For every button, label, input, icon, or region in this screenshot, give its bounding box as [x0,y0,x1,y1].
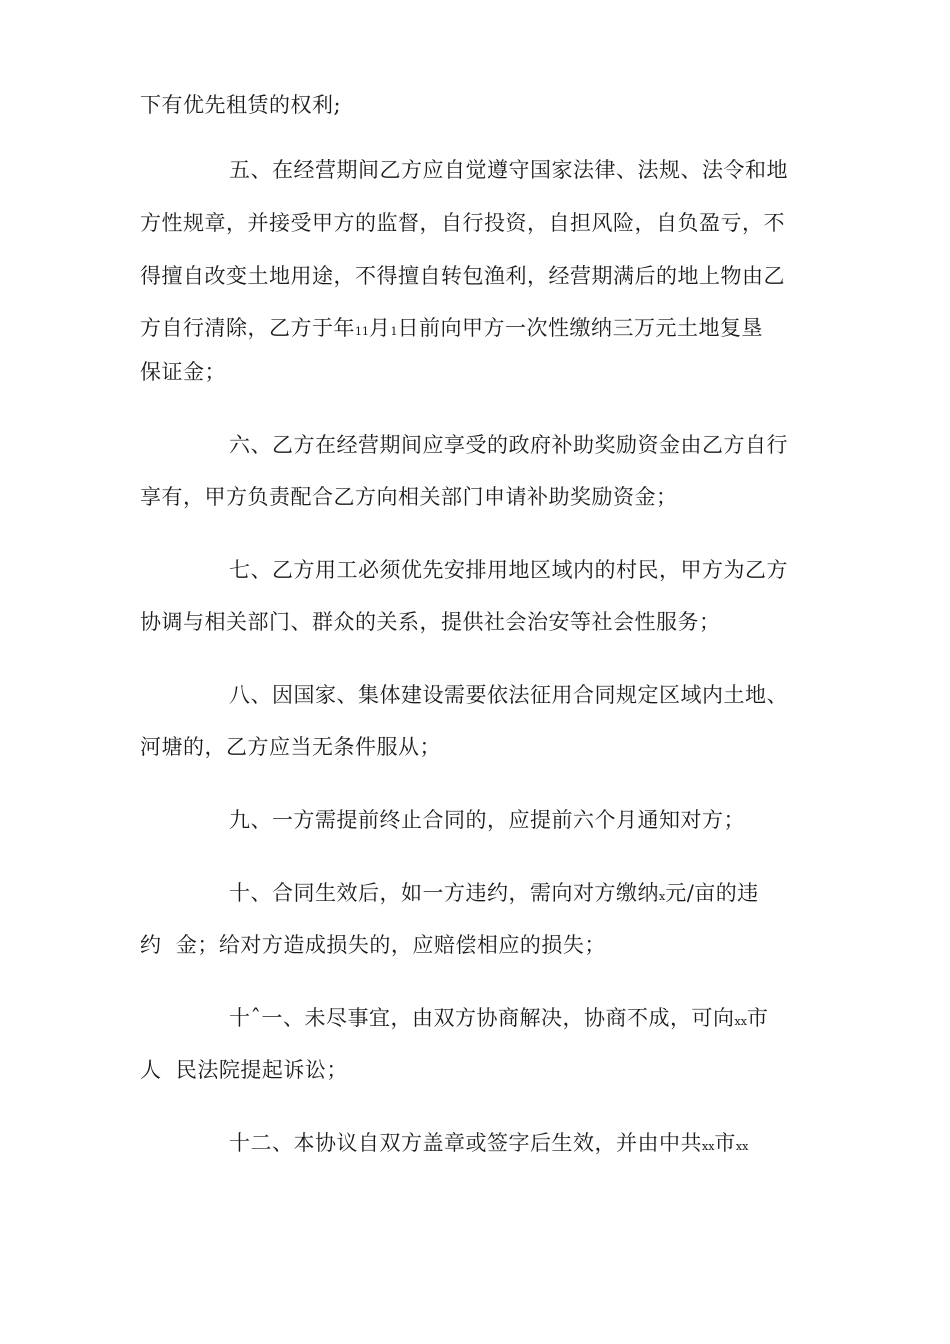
text-segment: 保证金； [140,360,226,384]
text-segment: 六、乙方在经营期间应享受的政府补助奖励资金由乙方自行 [229,433,788,457]
paragraph-10-line-2 [140,935,606,956]
month-number: 11 [355,325,369,338]
paragraph-5-line-5 [140,362,226,383]
paragraph-8-line-1 [229,685,788,706]
paragraph-7-line-2 [140,612,721,633]
day-number: 1 [390,325,398,338]
text-segment: 十ˆ一、未尽事宜，由双方协商解决，协商不成，可向 [229,1006,735,1030]
paragraph-5-line-1 [229,160,788,181]
text-segment: 元/亩的违 [665,881,759,905]
paragraph-12-line-1 [229,1133,748,1154]
paragraph-8-line-2 [140,737,441,758]
text-segment: 方自行清除，乙方于年 [140,316,355,340]
text-segment: 七、乙方用工必须优先安排用地区域内的村民，甲方为乙方 [229,558,788,582]
paragraph-6-line-2 [140,487,678,508]
paragraph-9-line-1 [229,810,745,831]
text-segment: 十二、本协议自双方盖章或签字后生效，并由中共 [229,1131,702,1155]
city-placeholder: xx [702,1140,715,1153]
text-segment: 九、一方需提前终止合同的，应提前六个月通知对方； [229,808,745,832]
text-segment: 得擅自改变土地用途，不得擅自转包渔利，经营期满后的地上物由乙 [140,264,785,288]
text-segment: 河塘的，乙方应当无条件服从； [140,735,441,759]
text-segment: 市 [714,1131,736,1155]
paragraph-11-line-1 [229,1008,768,1029]
paragraph-5-line-4 [140,318,763,339]
text-segment: 十、合同生效后，如一方违约，需向对方缴纳 [229,881,659,905]
text-segment: 方性规章，并接受甲方的监督，自行投资，自担风险，自负盈亏，不 [140,211,785,235]
text-segment: 享有，甲方负责配合乙方向相关部门申请补助奖励资金； [140,485,678,509]
text-segment: 八、因国家、集体建设需要依法征用合同规定区域内土地、 [229,683,788,707]
placeholder: xx [735,1140,749,1153]
paragraph-11-line-2 [140,1060,348,1081]
penalty-amount: x [659,890,666,903]
text-segment: 人 民法院提起诉讼； [140,1058,348,1082]
text-segment: 五、在经营期间乙方应自觉遵守国家法律、法规、法令和地 [229,158,788,182]
paragraph-5-line-2 [140,213,785,234]
text-line [140,95,341,116]
paragraph-10-line-1 [229,883,759,904]
paragraph-7-line-1 [229,560,788,581]
paragraph-6-line-1 [229,435,788,456]
city-placeholder: xx [734,1015,747,1028]
paragraph-5-line-3 [140,266,785,287]
text-segment: 约 金；给对方造成损失的，应赔偿相应的损失； [140,933,606,957]
text-segment: 月 [369,316,391,340]
text-segment: 日前向甲方一次性缴纳三万元土地复垦 [397,316,763,340]
text-segment: 市 [746,1006,769,1030]
text-segment: 协调与相关部门、群众的关系，提供社会治安等社会性服务； [140,610,721,634]
text-segment: 下有优先租赁的权利; [140,93,342,117]
